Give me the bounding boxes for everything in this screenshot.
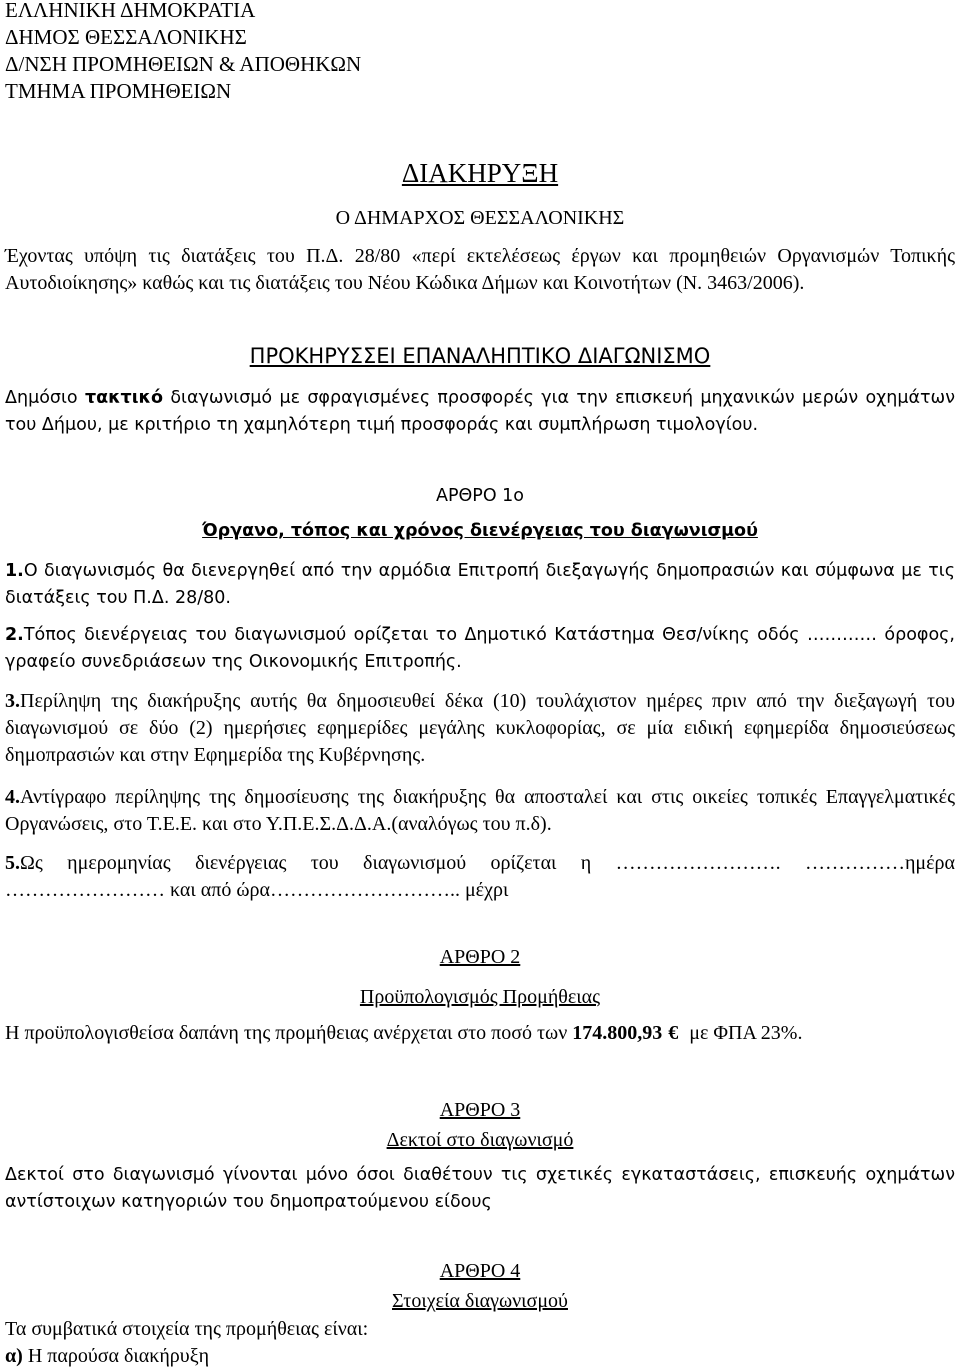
header-line-3: Δ/ΝΣΗ ΠΡΟΜΗΘΕΙΩΝ & ΑΠΟΘΗΚΩΝ — [5, 52, 362, 76]
article-1-item-2: 2.Τόπος διενέργειας του διαγωνισμού ορίζεται το Δημοτικό Κατάστημα Θεσ/νίκης οδός ………… όροφος, γραφείο συνεδριάσεων της Οικονομικής Επιτροπής. — [5, 625, 955, 672]
article-3-title: ΑΡΘΡΟ 3 — [439, 1099, 521, 1121]
proclamation-heading: ΠΡΟΚΗΡΥΣΣΕΙ ΕΠΑΝΑΛΗΠΤΙΚΟ ΔΙΑΓΩΝΙΣΜΟ — [249, 344, 711, 368]
document-title: ΔΙΑΚΗΡΥΞΗ — [401, 158, 559, 188]
tender-type: τακτικό — [84, 388, 164, 408]
tender-description: Δημόσιο τακτικό διαγωνισμό με σφραγισμένες προσφορές για την επισκευή μηχανικών μερών οχημάτων του Δήμου, με κριτήριο τη χαμηλότερη τιμή προσφοράς και συμπλήρωση τιμολογίου. — [5, 388, 955, 435]
article-1-item-4: 4.Αντίγραφο περίληψης της δημοσίευσης της διακήρυξης θα αποσταλεί και στις οικείες τοπικές Επαγγελματικές Οργανώσεις, στο Τ.Ε.Ε. και στο Υ.Π.Ε.Σ.Δ.Δ.Α.(αναλόγως του π.δ). — [5, 786, 955, 835]
article-4-item-a: α) Η παρούσα διακήρυξη — [5, 1345, 210, 1367]
header-line-4: ΤΜΗΜΑ ΠΡΟΜΗΘΕΙΩΝ — [5, 79, 232, 103]
article-3-subtitle: Δεκτοί στο διαγωνισμό — [386, 1129, 574, 1151]
article-4-title: ΑΡΘΡΟ 4 — [439, 1260, 521, 1282]
article-4-intro: Τα συμβατικά στοιχεία της προμήθειας είναι: — [5, 1318, 369, 1340]
article-1-item-1: 1.Ο διαγωνισμός θα διενεργηθεί από την αρμόδια Επιτροπή διεξαγωγής δημοπρασιών και σύμφωνα με τις διατάξεις του Π.Δ. 28/80. — [5, 561, 955, 608]
article-1-subtitle: Όργανο, τόπος και χρόνος διενέργειας του διαγωνισμού — [202, 521, 758, 541]
budget-paragraph: Η προϋπολογισθείσα δαπάνη της προμήθειας ανέρχεται στο ποσό των 174.800,93 € με ΦΠΑ 23%. — [5, 1020, 955, 1047]
header-line-2: ΔΗΜΟΣ ΘΕΣΣΑΛΟΝΙΚΗΣ — [5, 25, 247, 49]
article-1-item-5: 5.Ως ημερομηνίας διενέργειας του διαγωνισμού ορίζεται η ……………………. ……………ημέρα …………………… και από ώρα……………………….. μέχρι — [5, 852, 955, 901]
euro-icon: € — [668, 1022, 679, 1044]
article-1-title: ΑΡΘΡΟ 1ο — [435, 486, 525, 506]
article-2-title: ΑΡΘΡΟ 2 — [439, 946, 521, 968]
intro-paragraph: Έχοντας υπόψη τις διατάξεις του Π.Δ. 28/80 «περί εκτελέσεως έργων και προμηθειών Οργανισμών Τοπικής Αυτοδιοίκησης» καθώς και τις διατάξεις του Νέου Κώδικα Δήμων και Κοινοτήτων (Ν. 3463/2006). — [5, 245, 955, 294]
article-1-item-3: 3.Περίληψη της διακήρυξης αυτής θα δημοσιευθεί δέκα (10) τουλάχιστον ημέρες πριν από την διεξαγωγή του διαγωνισμού σε δύο (2) ημερήσιες εφημερίδες μεγάλης κυκλοφορίας, σε μία ειδική εφημερίδα δημοσιεύσεως δημοπρασιών και στην Εφημερίδα της Κυβέρνησης. — [5, 690, 955, 766]
article-3-paragraph: Δεκτοί στο διαγωνισμό γίνονται μόνο όσοι διαθέτουν τις σχετικές εγκαταστάσεις, επισκευής οχημάτων αντίστοιχων κατηγοριών του δημοπρατούμενου είδους — [5, 1165, 955, 1212]
article-2-subtitle: Προϋπολογισμός Προμήθειας — [359, 986, 601, 1008]
header-line-1: ΕΛΛΗΝΙΚΗ ΔΗΜΟΚΡΑΤΙΑ — [5, 0, 256, 22]
document-subtitle: Ο ΔΗΜΑΡΧΟΣ ΘΕΣΣΑΛΟΝΙΚΗΣ — [335, 207, 625, 229]
budget-amount: 174.800,93 — [572, 1022, 663, 1044]
article-4-subtitle: Στοιχεία διαγωνισμού — [392, 1290, 568, 1312]
